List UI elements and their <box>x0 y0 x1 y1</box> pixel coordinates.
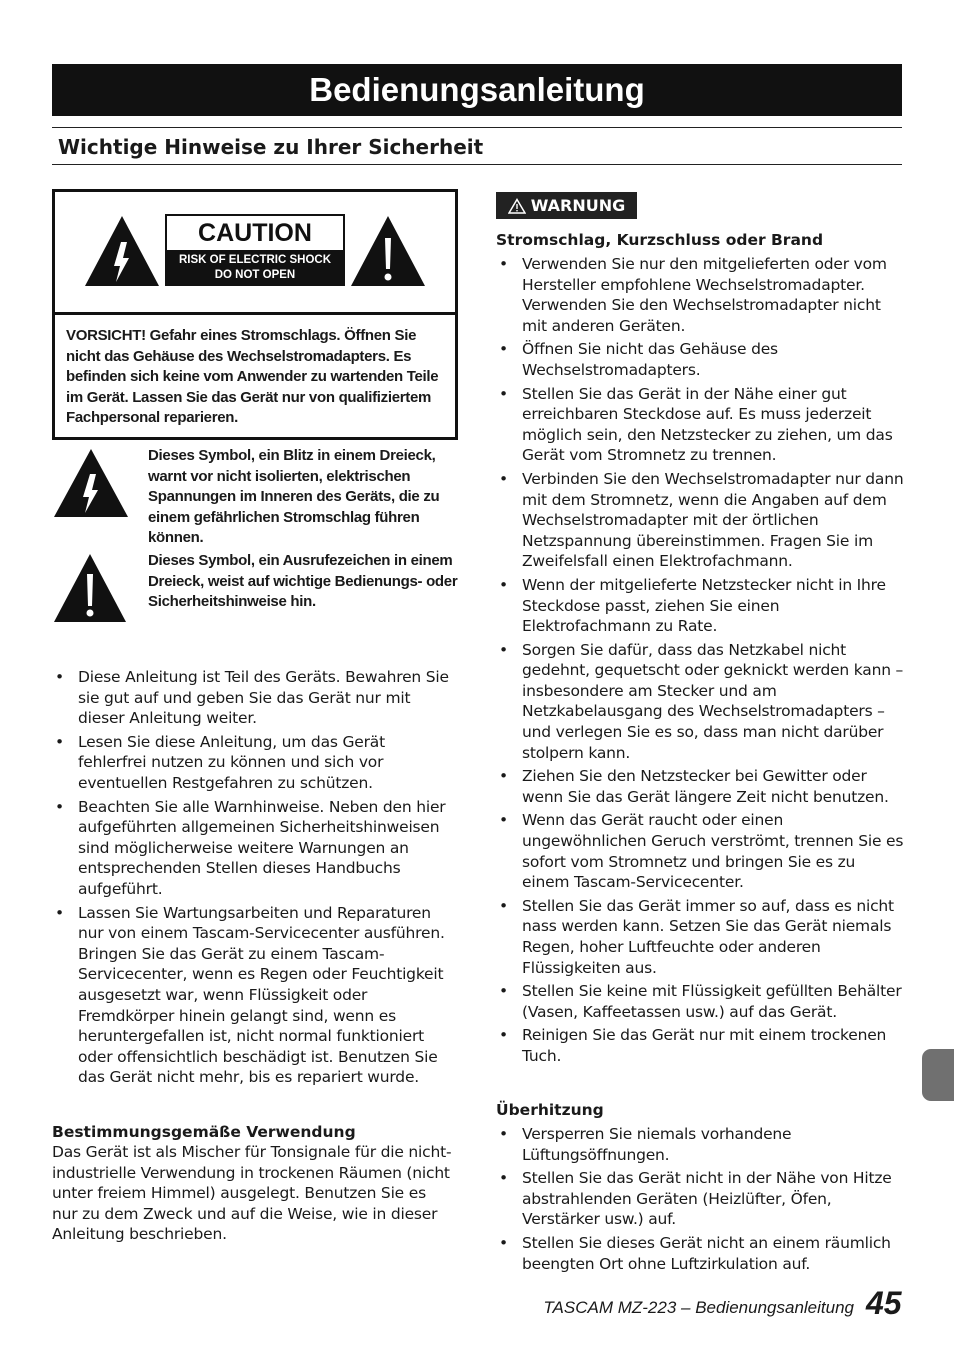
warning-badge-label: WARNUNG <box>530 196 626 215</box>
caution-box <box>52 189 458 440</box>
exclamation-symbol-text: Dieses Symbol, ein Ausrufezeichen in einem Dreieck, weist auf wichtige Bedienungs- oder Sicherheitshinweise hin. <box>148 552 458 610</box>
warning-triangle-icon <box>508 198 526 214</box>
section-heading: Wichtige Hinweise zu Ihrer Sicherheit <box>52 127 902 165</box>
list-item: • Lesen Sie diese Anleitung, um das Gerät fehlerfrei nutzen zu können und sich vor eventuellen Restgefahren zu schützen. <box>52 732 458 794</box>
list-item: • Stellen Sie keine mit Flüssigkeit gefüllten Behälter (Vasen, Kaffeetassen usw.) auf das Gerät. <box>496 981 906 1022</box>
overheating-heading: Überhitzung <box>496 1101 604 1119</box>
list-item: • Wenn das Gerät raucht oder einen ungewöhnlichen Geruch verströmt, trennen Sie es sofort vom Stromnetz und bringen Sie es zu einem Tascam-Servicecenter. <box>496 810 906 892</box>
list-item: • Stellen Sie das Gerät immer so auf, dass es nicht nass werden kann. Setzen Sie das Gerät niemals Regen, hoher Luftfeuchte oder anderen Flüssigkeiten aus. <box>496 896 906 978</box>
page-title: Bedienungsanleitung <box>52 64 902 116</box>
electric-warning-heading: Stromschlag, Kurzschluss oder Brand <box>496 231 824 249</box>
list-item: • Stellen Sie dieses Gerät nicht an einem räumlich beengten Ort ohne Luftzirkulation auf. <box>496 1233 906 1274</box>
list-item: • Stellen Sie das Gerät in der Nähe einer gut erreichbaren Steckdose auf. Es muss jederzeit möglich sein, den Netzstecker zu ziehen, um das Gerät vom Stromnetz zu trennen. <box>496 384 906 466</box>
caution-text: VORSICHT! Gefahr eines Stromschlags. Öffnen Sie nicht das Gehäuse des Wechselstromadapters. Es befinden sich keine vom Anwender zu wartenden Teile im Gerät. Lassen Sie das Gerät nur von qualifiziertem Fachpersonal reparieren. <box>66 327 439 426</box>
caution-risk-line: RISK OF ELECTRIC SHOCK <box>178 254 332 266</box>
list-item: • Sorgen Sie dafür, dass das Netzkabel nicht gedehnt, gequetscht oder geknickt werden kann – insbesondere am Stecker und am Netzkabelausgang des Wechselstromadapters – und verlegen Sie es so, dass man nicht darüber stolpern kann. <box>496 640 906 764</box>
lightning-symbol-text: Dieses Symbol, ein Blitz in einem Dreieck, warnt vor nicht isolierten, elektrischen Spannungen im Inneren des Geräts, die zu einem gefährlichen Stromschlag führen können. <box>148 447 440 546</box>
caution-label-area <box>55 192 455 315</box>
caution-word: CAUTION <box>198 219 312 247</box>
intended-use-text: Das Gerät ist als Mischer für Tonsignale für die nicht-industrielle Verwendung in trockenen Räumen (nicht unter freiem Himmel) ausgelegt. Benutzen Sie es nur zu dem Zweck und auf die Weise, wie in dieser Anleitung beschrieben. <box>52 1143 452 1244</box>
list-item: • Verbinden Sie den Wechselstromadapter nur dann mit dem Stromnetz, wenn die Angaben auf dem Wechselstromadapter mit der örtlichen Netzspannung übereinstimmen. Fragen Sie im Zweifelsfall einen Elektrofachmann. <box>496 469 906 572</box>
general-notes-list <box>52 667 458 1088</box>
exclamation-warning-icon <box>349 214 427 288</box>
intended-use-heading: Bestimmungsgemäße Verwendung <box>52 1123 356 1141</box>
list-item: • Wenn der mitgelieferte Netzstecker nicht in Ihre Steckdose passt, ziehen Sie einen Elektrofachmann zu Rate. <box>496 575 906 637</box>
overheating-list <box>496 1124 906 1274</box>
general-notes <box>52 667 458 1091</box>
intended-use-section <box>52 1122 456 1245</box>
footer-text: TASCAM MZ-223 – Bedienungsanleitung <box>543 1298 854 1317</box>
overheating-section <box>496 1100 906 1277</box>
list-item: • Stellen Sie das Gerät nicht in der Nähe von Hitze abstrahlenden Geräten (Heizlüfter, Öfen, Verstärker usw.) auf. <box>496 1168 906 1230</box>
electric-warning-list <box>496 254 906 1067</box>
list-item: • Ziehen Sie den Netzstecker bei Gewitter oder wenn Sie das Gerät längere Zeit nicht benutzen. <box>496 766 906 807</box>
electric-warning-section <box>496 230 906 1070</box>
chapter-tab <box>922 1049 954 1101</box>
lightning-warning-icon <box>83 214 161 288</box>
list-item: • Lassen Sie Wartungsarbeiten und Reparaturen nur von einem Tascam-Servicecenter ausführen. Bringen Sie das Gerät zu einem Tascam-Servicecenter, wenn es Regen oder Feuchtigkeit ausgesetzt war, wenn Flüssigkeit oder Fremdkörper hinein gelangt sind, wenn es heruntergefallen ist, nicht normal funktioniert oder offensichtlich beschädigt ist. Benutzen Sie das Gerät nicht mehr, bis es repariert wurde. <box>52 903 458 1088</box>
list-item: • Verwenden Sie nur den mitgelieferten oder vom Hersteller empfohlene Wechselstromadapter. Verwenden Sie den Wechselstromadapter nicht mit anderen Geräten. <box>496 254 906 336</box>
lightning-warning-icon <box>52 447 130 519</box>
list-item: • Öffnen Sie nicht das Gehäuse des Wechselstromadapters. <box>496 339 906 380</box>
list-item: • Diese Anleitung ist Teil des Geräts. Bewahren Sie sie gut auf und geben Sie das Gerät nur mit dieser Anleitung weiter. <box>52 667 458 729</box>
list-item: • Versperren Sie niemals vorhandene Lüftungsöffnungen. <box>496 1124 906 1165</box>
caution-risk-line: DO NOT OPEN <box>214 269 296 281</box>
list-item: • Reinigen Sie das Gerät nur mit einem trockenen Tuch. <box>496 1025 906 1066</box>
caution-risk-text <box>167 250 343 284</box>
warning-badge <box>496 192 637 219</box>
list-item: • Beachten Sie alle Warnhinweise. Neben den hier aufgeführten allgemeinen Sicherheitshinweisen sind möglicherweise weitere Warnungen an entsprechenden Stellen dieses Handbuchs aufgeführt. <box>52 797 458 900</box>
exclamation-warning-icon <box>52 552 128 624</box>
caution-label <box>165 214 345 286</box>
page-number: 45 <box>866 1285 902 1321</box>
